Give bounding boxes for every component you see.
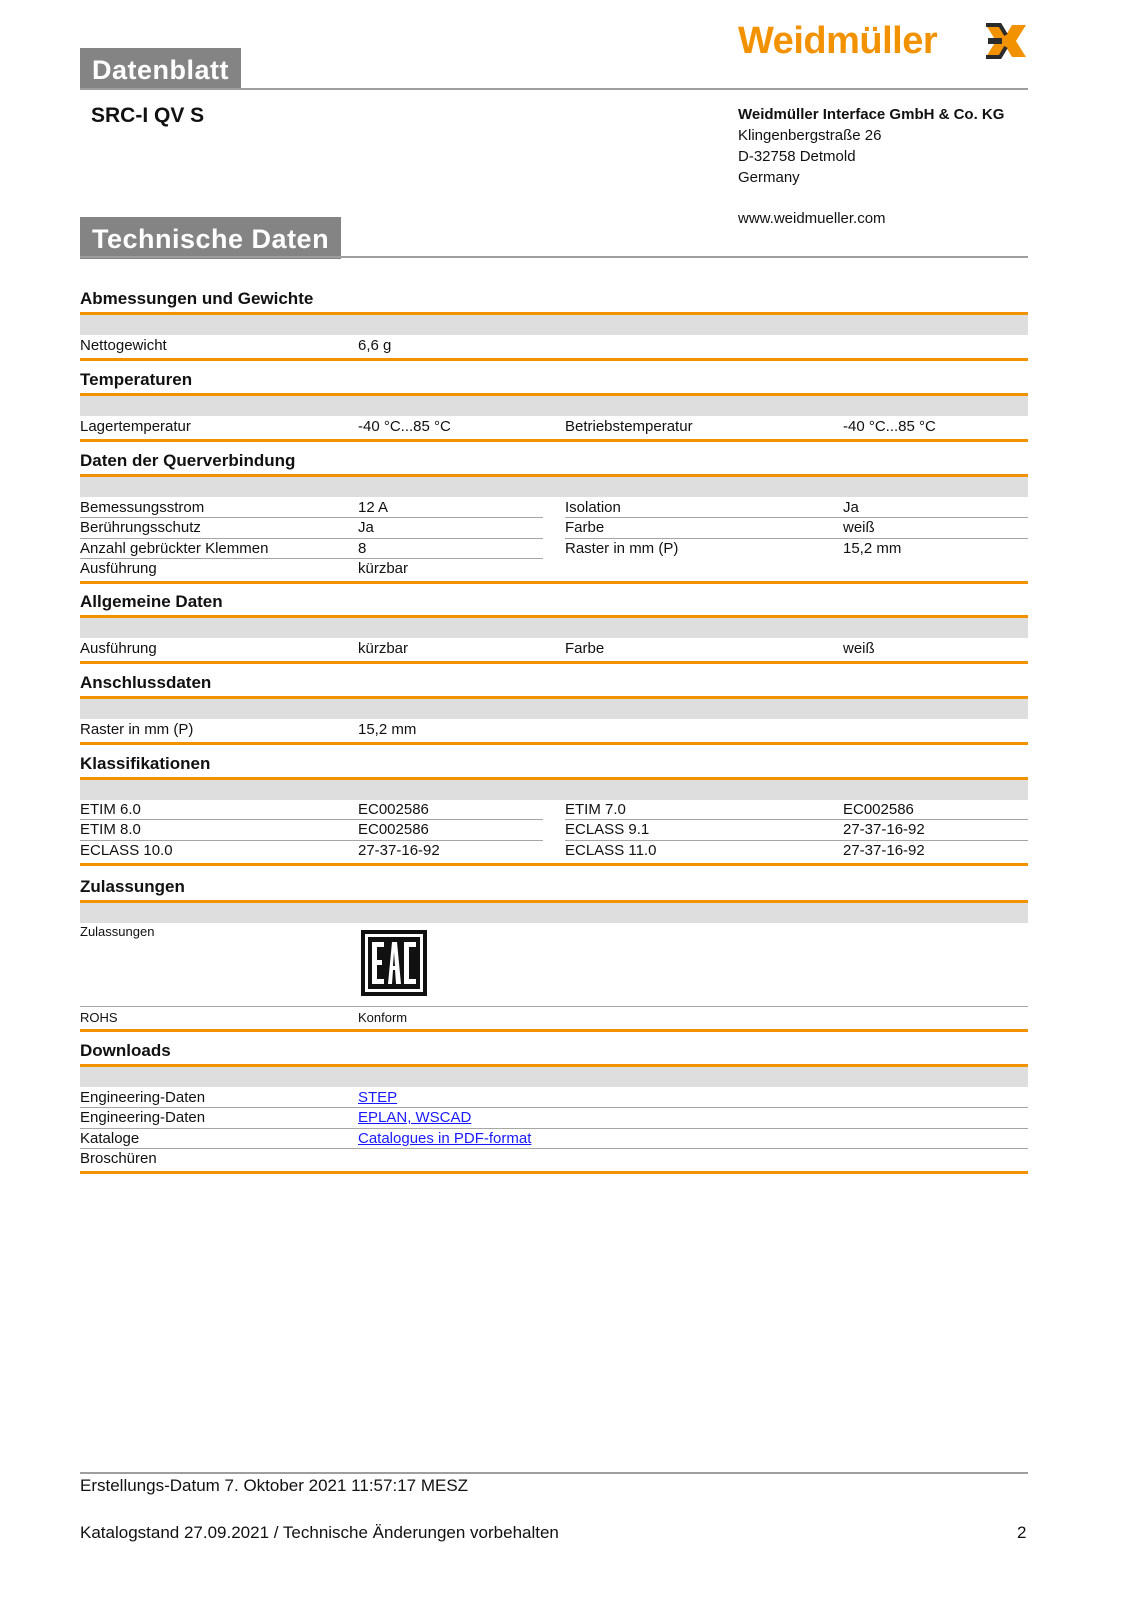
field-value: 6,6 g bbox=[358, 337, 392, 354]
field-label: ETIM 6.0 bbox=[80, 801, 141, 818]
download-label: Engineering-Daten bbox=[80, 1089, 206, 1106]
company-country: Germany bbox=[738, 169, 800, 186]
download-label: Broschüren bbox=[80, 1149, 157, 1167]
field-value: 27-37-16-92 bbox=[358, 841, 440, 859]
section-heading-downloads: Downloads bbox=[80, 1041, 171, 1060]
field-value: Ja bbox=[843, 499, 859, 516]
product-code: SRC-I QV S bbox=[91, 104, 205, 127]
company-address bbox=[738, 104, 1004, 229]
download-link[interactable]: STEP bbox=[358, 1089, 398, 1106]
section-end-anschluss bbox=[80, 742, 1028, 745]
brand-logo bbox=[738, 18, 1030, 68]
row-divider bbox=[80, 1148, 1028, 1149]
section-rule bbox=[80, 256, 1028, 258]
field-label: Lagertemperatur bbox=[80, 418, 191, 435]
field-value: 8 bbox=[358, 539, 367, 557]
section-band-anschluss bbox=[80, 699, 1028, 719]
field-value: -40 °C...85 °C bbox=[843, 418, 936, 435]
section-end-abmessungen bbox=[80, 358, 1028, 361]
field-label: Berührungsschutz bbox=[80, 519, 201, 537]
section-heading-allgemein: Allgemeine Daten bbox=[80, 592, 223, 611]
row-divider bbox=[565, 517, 1028, 518]
section-heading-temperaturen: Temperaturen bbox=[80, 370, 193, 389]
section-end-downloads bbox=[80, 1171, 1028, 1174]
field-value: 15,2 mm bbox=[358, 721, 417, 738]
field-label: ECLASS 9.1 bbox=[565, 821, 650, 839]
footer-rule bbox=[80, 1472, 1028, 1474]
section-heading-klassifikationen: Klassifikationen bbox=[80, 754, 211, 773]
field-value: 12 A bbox=[358, 499, 389, 516]
field-value: 27-37-16-92 bbox=[843, 821, 925, 839]
field-value: EC002586 bbox=[358, 801, 429, 818]
field-value: kürzbar bbox=[358, 640, 409, 657]
rohs-value: Konform bbox=[358, 1010, 408, 1025]
field-label: Farbe bbox=[565, 519, 605, 537]
field-label: ECLASS 10.0 bbox=[80, 841, 173, 859]
section-title: Technische Daten bbox=[80, 217, 341, 259]
field-label: ECLASS 11.0 bbox=[565, 841, 657, 859]
row-divider bbox=[80, 1107, 1028, 1108]
field-value: kürzbar bbox=[358, 559, 409, 577]
field-value: 27-37-16-92 bbox=[843, 841, 925, 859]
section-band-querverbindung bbox=[80, 477, 1028, 497]
section-band-temperaturen bbox=[80, 396, 1028, 416]
row-divider bbox=[80, 1006, 1028, 1007]
section-band-klassifikationen bbox=[80, 780, 1028, 800]
logo-wordmark: Weidmüller bbox=[738, 20, 938, 62]
section-end-temperaturen bbox=[80, 439, 1028, 442]
download-label: Engineering-Daten bbox=[80, 1109, 206, 1127]
company-street: Klingenbergstraße 26 bbox=[738, 127, 882, 144]
field-value: 15,2 mm bbox=[843, 539, 902, 557]
section-heading-querverbindung: Daten der Querverbindung bbox=[80, 451, 296, 470]
section-end-zulassungen bbox=[80, 1029, 1028, 1032]
field-value: EC002586 bbox=[843, 801, 914, 818]
field-label: Ausführung bbox=[80, 640, 157, 657]
section-end-querverbindung bbox=[80, 581, 1028, 584]
field-label: ETIM 8.0 bbox=[80, 821, 141, 839]
field-value: -40 °C...85 °C bbox=[358, 418, 451, 435]
field-label: Anzahl gebrückter Klemmen bbox=[80, 539, 269, 557]
catalog-note: Katalogstand 27.09.2021 / Technische Änderungen vorbehalten bbox=[80, 1523, 559, 1542]
section-band-abmessungen bbox=[80, 315, 1028, 335]
field-value: EC002586 bbox=[358, 821, 429, 839]
download-link[interactable]: Catalogues in PDF-format bbox=[358, 1129, 532, 1147]
section-band-downloads bbox=[80, 1067, 1028, 1087]
section-heading-zulassungen: Zulassungen bbox=[80, 877, 185, 896]
company-website[interactable]: www.weidmueller.com bbox=[738, 210, 886, 227]
company-city: D-32758 Detmold bbox=[738, 148, 856, 165]
row-divider bbox=[80, 1128, 1028, 1129]
field-label: Raster in mm (P) bbox=[565, 539, 679, 557]
field-label: Farbe bbox=[565, 640, 605, 657]
approvals-label: Zulassungen bbox=[80, 924, 155, 939]
field-value: weiß bbox=[843, 519, 875, 537]
section-heading-anschluss: Anschlussdaten bbox=[80, 673, 212, 692]
field-label: Raster in mm (P) bbox=[80, 721, 194, 738]
company-name: Weidmüller Interface GmbH & Co. KG bbox=[738, 106, 1005, 123]
eac-mark-icon bbox=[361, 930, 427, 996]
download-label: Kataloge bbox=[80, 1129, 140, 1147]
field-label: Bemessungsstrom bbox=[80, 499, 205, 516]
field-label: Betriebstemperatur bbox=[565, 418, 693, 435]
page-number: 2 bbox=[1017, 1523, 1027, 1542]
header-rule bbox=[80, 88, 1028, 90]
creation-date: Erstellungs-Datum 7. Oktober 2021 11:57:17 MESZ bbox=[80, 1476, 469, 1495]
field-value: weiß bbox=[843, 640, 875, 657]
field-label: Nettogewicht bbox=[80, 337, 167, 354]
download-link[interactable]: EPLAN, WSCAD bbox=[358, 1109, 472, 1127]
logo-mark-icon bbox=[984, 22, 1028, 60]
field-value: Ja bbox=[358, 519, 374, 537]
section-band-zulassungen bbox=[80, 903, 1028, 923]
field-label: ETIM 7.0 bbox=[565, 801, 626, 818]
section-end-klassifikationen bbox=[80, 863, 1028, 866]
section-end-allgemein bbox=[80, 661, 1028, 664]
rohs-label: ROHS bbox=[80, 1010, 118, 1025]
field-label: Isolation bbox=[565, 499, 621, 516]
doc-title: Datenblatt bbox=[80, 48, 241, 90]
field-label: Ausführung bbox=[80, 559, 157, 577]
section-heading-abmessungen: Abmessungen und Gewichte bbox=[80, 289, 314, 308]
row-divider bbox=[80, 819, 543, 820]
section-band-allgemein bbox=[80, 618, 1028, 638]
